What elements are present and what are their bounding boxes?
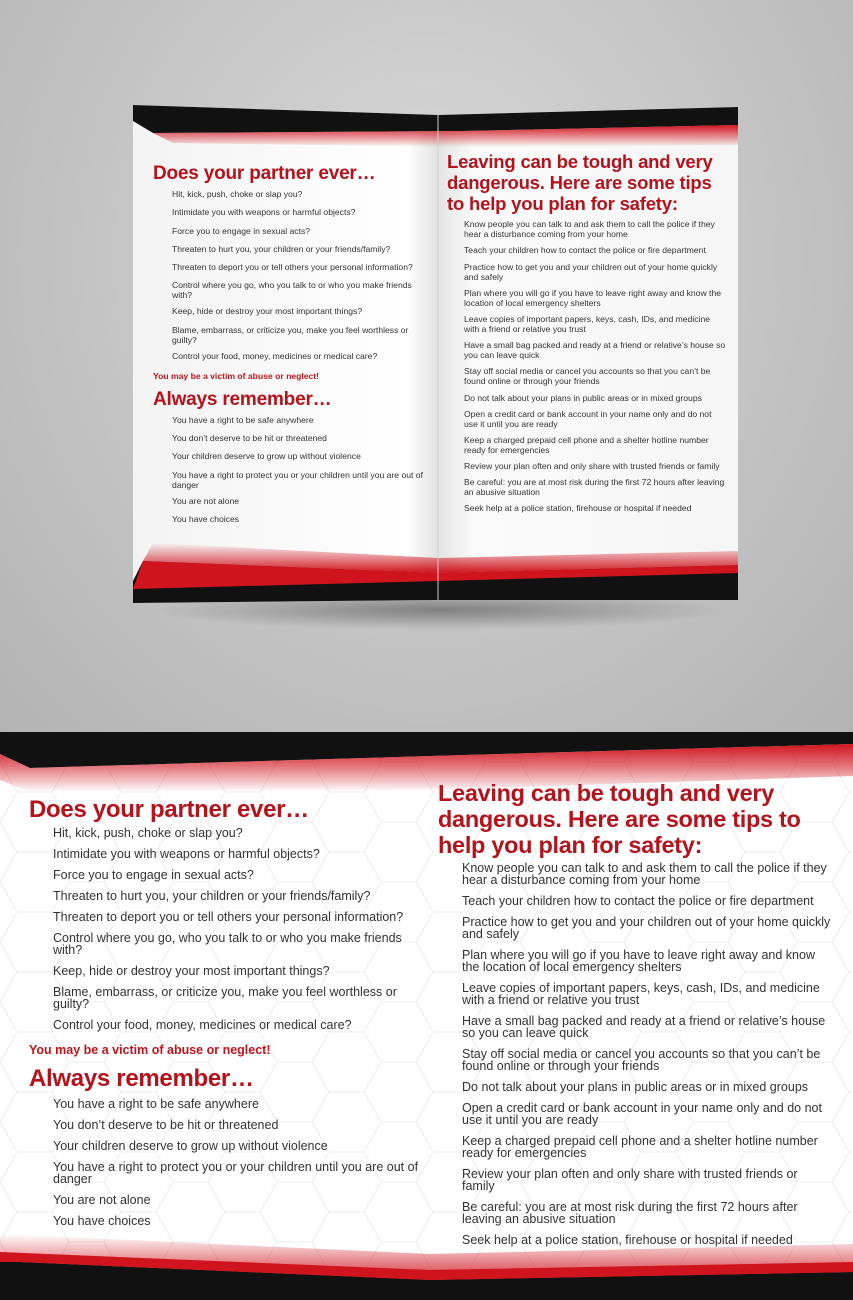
list-item: You are not alone — [53, 1193, 151, 1207]
abuse-warning: You may be a victim of abuse or neglect! — [29, 1043, 271, 1057]
mini-remember-list — [153, 415, 433, 524]
mini-tips-list — [447, 219, 727, 513]
list-item: Keep, hide or destroy your most important things? — [53, 964, 330, 978]
list-item: Control your food, money, medicines or medical care? — [172, 350, 378, 361]
list-item: Know people you can talk to and ask them to call the police if they hear a disturbance coming from your home — [462, 861, 827, 887]
mini-heading-partner: Does your partner ever… — [153, 163, 376, 184]
list-item: You have a right to be safe anywhere — [53, 1097, 259, 1111]
list-item: You are not alone — [172, 495, 240, 506]
left-column — [29, 796, 419, 1227]
list-item: Plan where you will go if you have to leave right away and know the location of local emergency shelters — [464, 288, 722, 308]
list-item: You have choices — [172, 513, 240, 524]
list-item: Your children deserve to grow up without violence — [53, 1139, 328, 1153]
list-item: Leave copies of important papers, keys, cash, IDs, and medicine with a friend or relative you trust — [462, 981, 820, 1007]
mini-heading-remember: Always remember… — [153, 388, 332, 410]
list-item: Review your plan often and only share with trusted friends or family — [462, 1167, 798, 1193]
remember-list — [29, 1098, 419, 1227]
list-item: Keep, hide or destroy your most important things? — [172, 306, 363, 317]
list-item: Keep a charged prepaid cell phone and a shelter hotline number ready for emergencies — [464, 435, 709, 455]
heading-remember: Always remember… — [29, 1065, 254, 1092]
list-item: Threaten to hurt you, your children or your friends/family? — [53, 889, 371, 903]
list-item: You have a right to protect you or your children until you are out of danger — [172, 469, 423, 490]
list-item: You don’t deserve to be hit or threatened — [53, 1118, 279, 1132]
list-item: Be careful: you are at most risk during the first 72 hours after leaving an abusive situation — [462, 1200, 798, 1226]
safety-tips-list — [438, 862, 833, 1246]
question-list — [29, 827, 419, 1031]
mini-heading-leaving: Leaving can be tough and very dangerous. Here are some tips to help you plan for safety: — [447, 151, 713, 214]
list-item: Open a credit card or bank account in your name only and do not use it until you are ready — [464, 409, 712, 429]
list-item: Threaten to deport you or tell others your personal information? — [172, 262, 413, 273]
list-item: Force you to engage in sexual acts? — [172, 225, 311, 236]
list-item: Teach your children how to contact the police or fire department — [464, 245, 706, 255]
list-item: Stay off social media or cancel you accounts so that you can’t be found online or through your friends — [462, 1047, 821, 1073]
list-item: Know people you can talk to and ask them to call the police if they hear a disturbance coming from your home — [464, 219, 715, 239]
list-item: Hit, kick, push, choke or slap you? — [53, 826, 243, 840]
list-item: Have a small bag packed and ready at a friend or relative’s house so you can leave quick — [464, 340, 726, 360]
mini-right-page — [447, 151, 727, 521]
list-item: Open a credit card or bank account in your name only and do not use it until you are ready — [462, 1101, 822, 1127]
list-item: Be careful: you are at most risk during the first 72 hours after leaving an abusive situation — [464, 477, 725, 497]
list-item: You have a right to be safe anywhere — [172, 414, 314, 425]
list-item: Teach your children how to contact the police or fire department — [462, 894, 814, 908]
list-item: Force you to engage in sexual acts? — [53, 868, 254, 882]
list-item: Practice how to get you and your children out of your home quickly and safely — [462, 915, 831, 941]
mini-left-page — [153, 163, 433, 532]
list-item: Intimidate you with weapons or harmful objects? — [172, 207, 356, 218]
list-item: Seek help at a police station, firehouse or hospital if needed — [462, 1233, 793, 1247]
heading-partner: Does your partner ever… — [29, 796, 309, 823]
flat-brochure-spread — [0, 732, 853, 1300]
list-item: Your children deserve to grow up without violence — [172, 451, 361, 462]
list-item: Practice how to get you and your children out of your home quickly and safely — [464, 262, 718, 282]
list-item: Seek help at a police station, firehouse or hospital if needed — [464, 503, 692, 513]
list-item: Threaten to hurt you, your children or your friends/family? — [172, 243, 391, 254]
list-item: Leave copies of important papers, keys, cash, IDs, and medicine with a friend or relative you trust — [464, 314, 711, 334]
heading-leaving: Leaving can be tough and very dangerous. Here are some tips to help you plan for safety: — [438, 780, 801, 858]
list-item: Review your plan often and only share with trusted friends or family — [464, 461, 720, 471]
folded-brochure — [133, 103, 738, 603]
list-item: You have a right to protect you or your children until you are out of danger — [53, 1160, 419, 1186]
list-item: Intimidate you with weapons or harmful objects? — [53, 847, 320, 861]
mini-question-list — [153, 189, 433, 361]
list-item: Plan where you will go if you have to leave right away and know the location of local emergency shelters — [462, 948, 815, 974]
list-item: Control where you go, who you talk to or who you make friends with? — [172, 280, 412, 301]
list-item: Hit, kick, push, choke or slap you? — [172, 189, 303, 199]
mini-warning: You may be a victim of abuse or neglect! — [153, 370, 320, 381]
list-item: Do not talk about your plans in public areas or in mixed groups — [462, 1080, 809, 1094]
list-item: Blame, embarrass, or criticize you, make you feel worthless or guilty? — [172, 324, 409, 345]
list-item: Do not talk about your plans in public areas or in mixed groups — [464, 393, 702, 403]
list-item: Stay off social media or cancel you accounts so that you can’t be found online or through your friends — [464, 366, 711, 386]
list-item: Keep a charged prepaid cell phone and a shelter hotline number ready for emergencies — [462, 1134, 818, 1160]
list-item: You don’t deserve to be hit or threatened — [172, 433, 327, 444]
list-item: Threaten to deport you or tell others your personal information? — [53, 910, 404, 924]
list-item: Control where you go, who you talk to or who you make friends with? — [53, 931, 402, 957]
list-item: Control your food, money, medicines or medical care? — [53, 1018, 352, 1032]
list-item: You have choices — [53, 1214, 151, 1228]
list-item: Blame, embarrass, or criticize you, make you feel worthless or guilty? — [53, 985, 397, 1011]
list-item: Have a small bag packed and ready at a friend or relative’s house so you can leave quick — [462, 1014, 826, 1040]
right-column — [438, 780, 833, 1246]
